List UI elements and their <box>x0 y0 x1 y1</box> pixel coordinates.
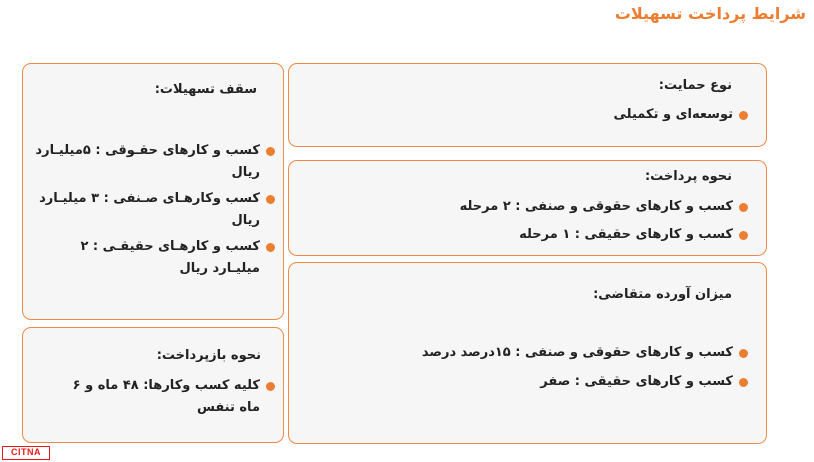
payment-method-item-text: کسب و کارهای حقیقی : ۱ مرحله <box>519 227 733 242</box>
bullet-icon <box>266 147 275 156</box>
bullet-icon <box>266 382 275 391</box>
bullet-icon <box>739 378 748 387</box>
loan-ceiling-item <box>30 140 275 184</box>
request-amount-item-text: کسب و کارهای حقوقی و صنفی : ۱۵درصد درصد <box>421 345 733 360</box>
bullet-icon <box>266 195 275 204</box>
bullet-icon <box>739 111 748 120</box>
repayment-method-heading: نحوه بازپرداخت: <box>156 348 261 363</box>
loan-ceiling-item-text: کسب و کارهای حقـوقی : ۵میلیـارد ریال <box>35 143 260 180</box>
loan-ceiling-item-text: کسب وکارهـای صـنفی : ۳ میلیـارد ریال <box>39 191 260 228</box>
support-type-item-text: توسعه‌ای و تکمیلی <box>613 107 733 122</box>
payment-method-item <box>428 196 748 218</box>
repayment-method-card <box>22 327 284 443</box>
payment-method-item <box>428 224 748 246</box>
loan-ceiling-item <box>30 188 275 232</box>
bullet-icon <box>739 231 748 240</box>
payment-method-heading: نحوه پرداخت: <box>644 169 732 184</box>
payment-method-card <box>288 160 767 256</box>
loan-ceiling-item <box>30 236 275 280</box>
repayment-method-item-text: کلیه کسب وکارها: ۴۸ ماه و ۶ ماه تنفس <box>72 378 260 415</box>
bullet-icon <box>739 203 748 212</box>
loan-ceiling-card <box>22 63 284 320</box>
loan-ceiling-item-text: کسب و کارهـای حقیقـی : ۲ میلیـارد ریال <box>80 239 260 276</box>
support-type-card <box>288 63 767 147</box>
request-amount-item <box>388 371 748 393</box>
citna-logo: CITNA <box>2 446 50 460</box>
loan-ceiling-heading: سقف تسهیلات: <box>154 82 257 97</box>
support-type-heading: نوع حمایت: <box>658 78 732 93</box>
page-title: شرایط پرداخت تسهیلات <box>614 4 806 23</box>
bullet-icon <box>266 243 275 252</box>
payment-method-item-text: کسب و کارهای حقوقی و صنفی : ۲ مرحله <box>459 199 733 214</box>
bullet-icon <box>739 349 748 358</box>
request-amount-card <box>288 262 767 444</box>
request-amount-item <box>388 342 748 364</box>
repayment-method-item <box>60 375 275 419</box>
request-amount-heading: میزان آورده متقاضی: <box>593 287 732 302</box>
request-amount-item-text: کسب و کارهای حقیقی : صفر <box>540 374 733 389</box>
support-type-item <box>448 104 748 126</box>
